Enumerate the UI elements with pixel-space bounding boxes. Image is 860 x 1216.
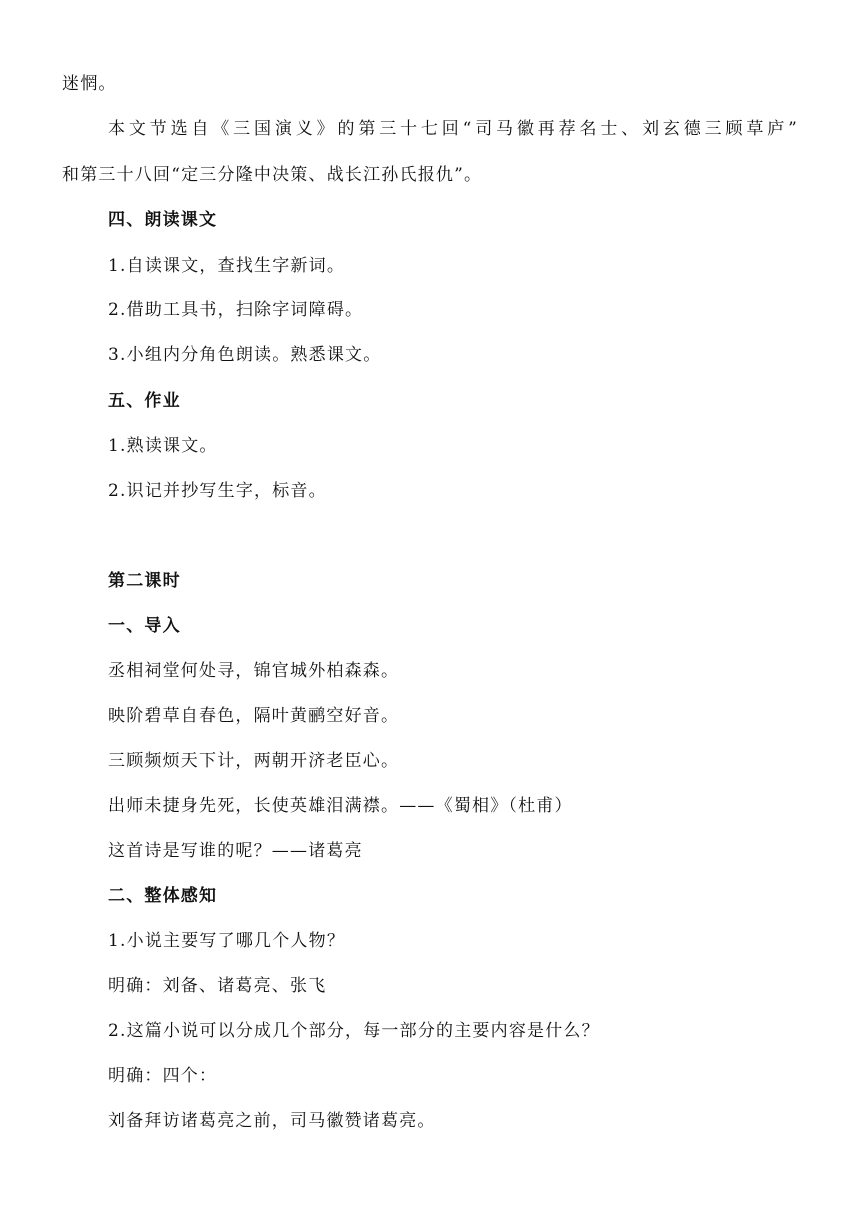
paragraph-source-line-2: 和第三十八回“定三分隆中决策、战长江孙氏报仇”。 xyxy=(62,165,483,185)
section-heading-reading: 四、朗读课文 xyxy=(108,210,218,230)
answer-line: 明确：刘备、诸葛亮、张飞 xyxy=(108,976,327,996)
section-heading-homework: 五、作业 xyxy=(108,391,181,411)
paragraph-continuation: 迷惘。 xyxy=(62,74,117,94)
list-item: 2.识记并抄写生字，标音。 xyxy=(108,481,327,501)
answer-line: 明确：四个： xyxy=(108,1066,218,1086)
list-item: 1.自读课文，查找生字新词。 xyxy=(108,256,346,276)
question-line: 2.这篇小说可以分成几个部分，每一部分的主要内容是什么？ xyxy=(108,1021,600,1041)
list-item: 1.熟读课文。 xyxy=(108,436,218,456)
section-heading-intro: 一、导入 xyxy=(108,616,181,636)
answer-line: 刘备拜访诸葛亮之前，司马徽赞诸葛亮。 xyxy=(108,1111,436,1131)
poem-line: 丞相祠堂何处寻，锦官城外柏森森。 xyxy=(108,661,400,681)
paragraph-source-line-1: 本文节选自《三国演义》的第三十七回“司马徽再荐名士、刘玄德三顾草庐” xyxy=(108,119,798,139)
list-item: 2.借助工具书，扫除字词障碍。 xyxy=(108,300,364,320)
poem-line: 三顾频烦天下计，两朝开济老臣心。 xyxy=(108,751,400,771)
section-heading-overview: 二、整体感知 xyxy=(108,886,218,906)
poem-line: 映阶碧草自春色，隔叶黄鹂空好音。 xyxy=(108,706,400,726)
lesson-heading: 第二课时 xyxy=(108,571,181,591)
question-line: 1.小说主要写了哪几个人物？ xyxy=(108,931,346,951)
question-line: 这首诗是写谁的呢？——诸葛亮 xyxy=(108,841,363,861)
list-item: 3.小组内分角色朗读。熟悉课文。 xyxy=(108,345,382,365)
poem-line: 出师未捷身先死，长使英雄泪满襟。——《蜀相》（杜甫） xyxy=(108,796,573,816)
